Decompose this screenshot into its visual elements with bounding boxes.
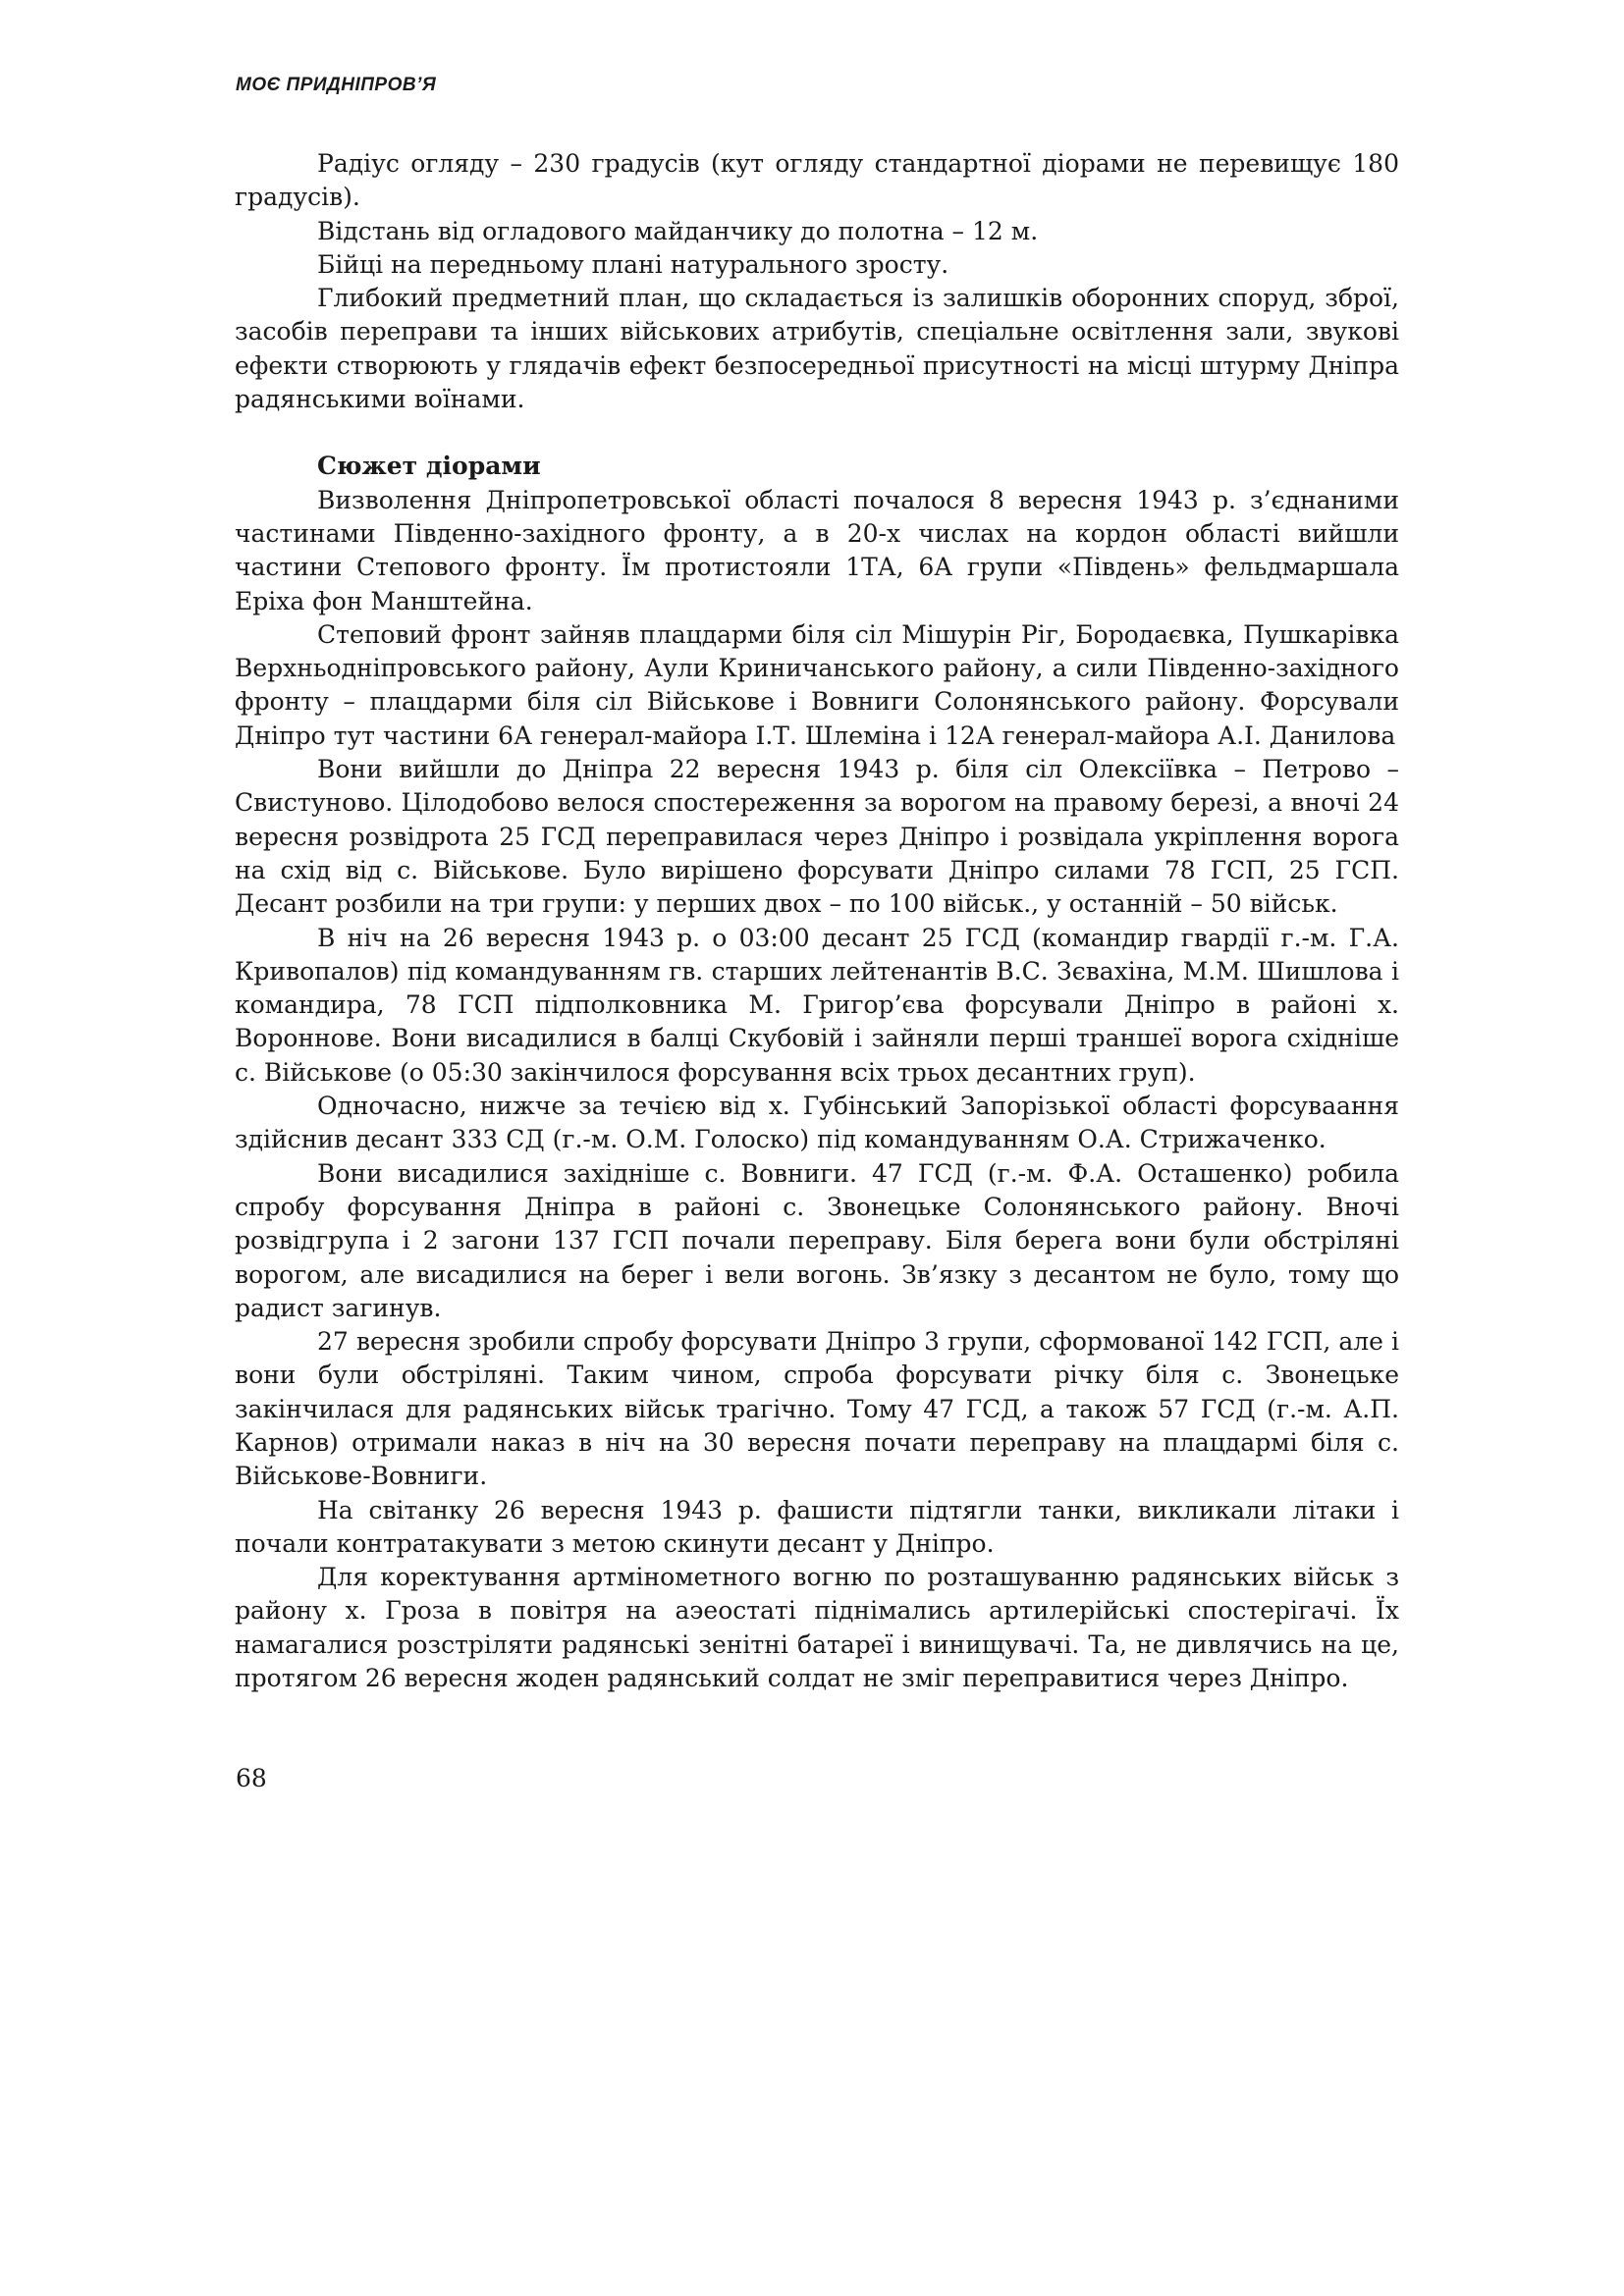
paragraph: 27 вересня зробили спробу форсувати Дніпро 3 групи, сформованої 142 ГСП, але і вони були обстріляні. Таким чином, спроба форсувати річку біля с. Звонецьке закінчилася для радянських військ трагічно. Тому 47 ГСД, а також 57 ГСД (г.-м. А.П. Карнов) отримали наказ в ніч на 30 вересня почати переправу на плацдармі біля с. Військове-Вовниги. [235, 1327, 1399, 1491]
section-heading: Сюжет діорами [317, 452, 541, 481]
paragraph: Одночасно, нижче за течією від х. Губінський Запорізької області форсуваання здійснив десант 333 СД (г.-м. О.М. Голоско) під командуванням О.А. Стрижаченко. [235, 1092, 1399, 1154]
running-header: МОЄ ПРИДНІПРОВ’Я [236, 75, 437, 95]
paragraph: На світанку 26 вересня 1943 р. фашисти підтягли танки, викликали літаки і почали контратакувати з метою скинути десант у Дніпро. [235, 1495, 1399, 1558]
body-text [235, 147, 1399, 1695]
paragraph: Бійці на передньому плані натурального зросту. [317, 249, 949, 279]
paragraph: Вони вийшли до Дніпра 22 вересня 1943 р. біля сіл Олексіївка – Петрово – Свистуново. Цілодобово велося спостереження за ворогом на правому березі, а вночі 24 вересня розвідрота 25 ГСД переправилася через Дніпро і розвідала укріплення ворога на схід від с. Військове. Було вирішено форсувати Дніпро силами 78 ГСП, 25 ГСП. Десант розбили на три групи: у перших двох – по 100 військ., у останній – 50 військ. [235, 755, 1399, 919]
paragraph: В ніч на 26 вересня 1943 р. о 03:00 десант 25 ГСД (командир гвардії г.-м. Г.А. Кривопалов) під командуванням гв. старших лейтенантів В.С. Зєвахіна, М.М. Шишлова і командира, 78 ГСП підполковника М. Григор’єва форсували Дніпро в районі х. Вороннове. Вони висадилися в балці Скубовій і зайняли перші траншеї ворога східніше с. Військове (о 05:30 закінчилося форсування всіх трьох десантних груп). [235, 923, 1399, 1087]
paragraph: Глибокий предметний план, що складається із залишків оборонних споруд, зброї, засобів переправи та інших військових атрибутів, спеціальне освітлення зали, звукові ефекти створюють у глядачів ефект безпосередньої присутності на місці штурму Дніпра радянськими воїнами. [235, 284, 1399, 414]
paragraph: Визволення Дніпропетровської області почалося 8 вересня 1943 р. з’єднаними частинами Південно-західного фронту, а в 20-х числах на кордон області вийшли частини Степового фронту. Їм протистояли 1ТА, 6А групи «Південь» фельдмаршала Еріха фон Манштейна. [235, 485, 1399, 615]
page-number: 68 [236, 1764, 267, 1792]
paragraph: Радіус огляду – 230 градусів (кут огляду стандартної діорами не перевищує 180 градусів). [235, 149, 1399, 212]
paragraph: Вони висадилися західніше с. Вовниги. 47 ГСД (г.-м. Ф.А. Осташенко) робила спробу форсування Дніпра в районі с. Звонецьке Солонянського району. Вночі розвідгрупа і 2 загони 137 ГСП почали переправу. Біля берега вони були обстріляні ворогом, але висадилися на берег і вели вогонь. Зв’язку з десантом не було, тому що радист загинув. [235, 1158, 1399, 1322]
paragraph: Відстань від огладового майданчику до полотна – 12 м. [317, 216, 1039, 245]
paragraph: Для коректування артмінометного вогню по розташуванню радянських військ з району х. Гроза в повітря на аэеостаті піднімались артилерійські спостерігачі. Їх намагалися розстріляти радянські зенітні батареї і винищувачі. Та, не дивлячись на це, протягом 26 вересня жоден радянський солдат не зміг переправитися через Дніпро. [235, 1563, 1399, 1693]
paragraph: Степовий фронт зайняв плацдарми біля сіл Мішурін Ріг, Бородаєвка, Пушкарівка Верхньодніпровського району, Аули Криничанського району, а сили Південно-західного фронту – плацдарми біля сіл Військове і Вовниги Солонянського району. Форсували Дніпро тут частини 6А генерал-майора І.Т. Шлеміна і 12А генерал-майора А.І. Данилова [235, 619, 1399, 750]
